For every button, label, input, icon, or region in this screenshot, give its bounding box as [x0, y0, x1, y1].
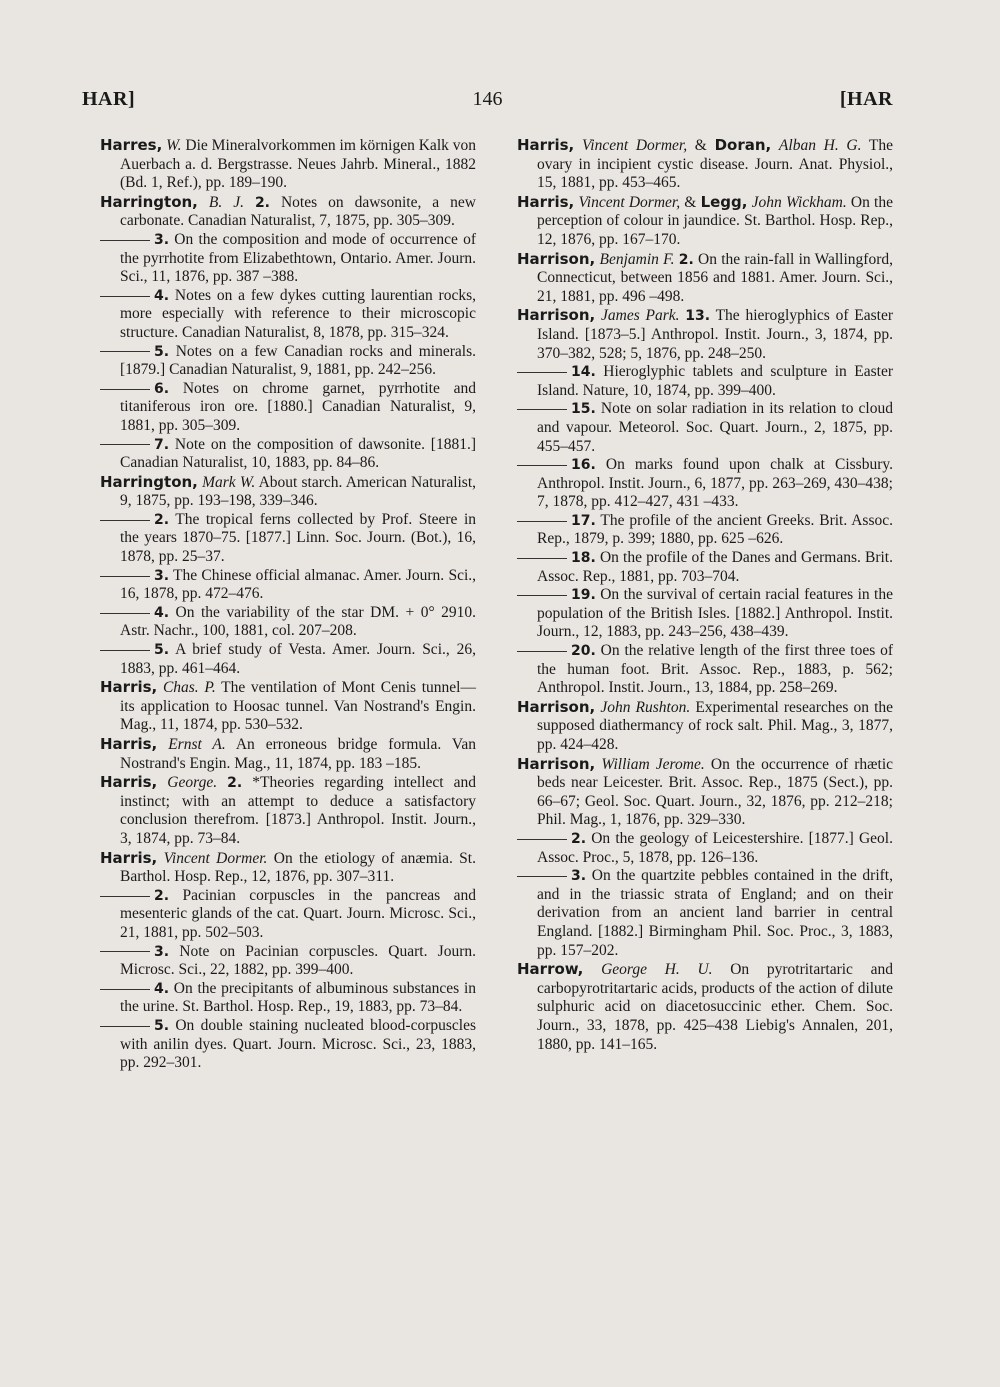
entry-text: Notes on a few Canadian rocks and minerals. [1879.] Canadian Naturalist, 9, 1881, pp. 242–256.: [120, 342, 476, 379]
author-given-name: John Rushton.: [600, 698, 691, 716]
bibliography-entry: [517, 586, 893, 642]
entry-text: The tropical ferns collected by Prof. Steere in the years 1870–75. [1877.] Linn. Soc. Journ. (Bot.), 16, 1878, pp. 25–37.: [120, 510, 476, 566]
entry-text: On marks found upon chalk at Cissbury. Anthropol. Instit. Journ., 6, 1877, pp. 263–269, 430–438; 7, 1878, pp. 412–427, 431 –433.: [537, 456, 893, 511]
ditto-dash: [100, 576, 150, 577]
bibliography-entry: [517, 512, 893, 549]
entry-number: 5.: [154, 1017, 170, 1034]
ditto-dash: [517, 558, 567, 559]
entry-number: 3.: [154, 943, 170, 960]
bibliography-entry: [100, 567, 476, 604]
author-given-name: James Park.: [601, 307, 680, 325]
ditto-dash: [100, 351, 150, 352]
author-surname: Harrington,: [100, 472, 198, 491]
header-left: HAR]: [82, 88, 136, 110]
left-column: [100, 136, 476, 1073]
entry-text: On pyrotritartaric and carbopyrotritartaric acids, products of the action of dilute sulphuric acid on diacetosuccinic ether. Chem. Soc. Journ., 33, 1878, pp. 425–438 Liebig's Annalen, 201, 1880, pp. 141–165.: [537, 961, 894, 1053]
entry-number: 3.: [571, 868, 587, 885]
entry-text: On the occurrence of rhætic beds near Leicester. Brit. Assoc. Rep., 1875 (Sect.), pp. 66–67; Geol. Soc. Quart. Journ., 32, 1876, pp. 212–218; Phil. Mag., 1, 1876, pp. 329–330.: [537, 755, 894, 829]
bibliography-entry: [100, 231, 476, 287]
author-surname: Harris,: [100, 678, 158, 697]
page-number: 146: [472, 88, 503, 110]
entry-text: On the survival of certain racial features in the population of the British Isles. [1882.] Anthropol. Instit. Journ., 12, 1883, pp. 243–256, 438–439.: [537, 586, 893, 641]
entry-number: 2.: [154, 511, 170, 528]
bibliography-entry: [517, 400, 893, 456]
coauthor-surname: Doran,: [714, 136, 772, 154]
entry-text: The ventilation of Mont Cenis tunnel—its application to Hoosac tunnel. Van Nostrand's Engin. Mag., 11, 1874, pp. 530–532.: [120, 679, 476, 734]
entry-number: 2.: [678, 251, 694, 268]
bibliography-entry: [100, 604, 476, 641]
entry-text: *Theories regarding intellect and instinct; with an attempt to deduce a satisfactory conclusion therefrom. [1873.] Anthropol. Instit. Journ., 3, 1874, pp. 73–84.: [120, 774, 477, 847]
entry-text: A brief study of Vesta. Amer. Journ. Sci., 26, 1883, pp. 461–464.: [120, 641, 476, 677]
ditto-dash: [100, 1026, 150, 1027]
entry-text: The Chinese official almanac. Amer. Journ. Sci., 16, 1878, pp. 472–476.: [120, 566, 476, 603]
author-given-name: Mark W.: [202, 473, 256, 491]
entry-number: 4.: [154, 604, 170, 621]
entry-text: On the variability of the star DM. + 0° 2910. Astr. Nachr., 100, 1881, col. 207–208.: [120, 603, 476, 640]
entry-number: 5.: [154, 642, 170, 659]
entry-number: 18.: [571, 550, 596, 567]
author-surname: Harrison,: [517, 249, 596, 268]
bibliography-entry: [100, 1017, 476, 1073]
ditto-dash: [100, 613, 150, 614]
bibliography-entry: [517, 363, 893, 400]
bibliography-entry: [100, 887, 476, 943]
entry-text: On the geology of Leicestershire. [1877.] Geol. Assoc. Proc., 5, 1878, pp. 126–136.: [537, 829, 893, 866]
ditto-dash: [100, 389, 150, 390]
entry-text: Note on solar radiation in its relation to cloud and vapour. Meteorol. Soc. Quart. Journ., 2, 1875, pp. 455–457.: [537, 400, 893, 455]
bibliography-entry: [517, 867, 893, 960]
entry-number: 4.: [154, 980, 170, 997]
ditto-dash: [517, 372, 567, 373]
ditto-dash: [517, 876, 567, 877]
entry-text: Die Mineralvorkommen im körnigen Kalk von Auerbach a. d. Bergstrasse. Neues Jahrb. Mineral., 1882 (Bd. 1, Ref.), pp. 189–190.: [120, 137, 476, 192]
entry-text: On the profile of the Danes and Germans. Brit. Assoc. Rep., 1881, pp. 703–704.: [537, 549, 893, 585]
ditto-dash: [517, 595, 567, 596]
author-given-name: George H. U.: [601, 961, 713, 979]
author-surname: Harrison,: [517, 754, 596, 773]
bibliography-entry: [517, 456, 893, 512]
entry-text: On the quartzite pebbles contained in the drift, and in the triassic strata of England; and on their derivation from an ancient land barrier in central England. [1882.] Birmingham Phil. Soc. Proc., 3, 1883, pp. 157–202.: [537, 867, 893, 959]
bibliography-entry: [100, 136, 476, 193]
bibliography-entry: [100, 436, 476, 473]
right-column: [517, 136, 893, 1054]
bibliography-entry: [100, 678, 476, 735]
bibliography-entry: [517, 549, 893, 586]
ditto-dash: [100, 650, 150, 651]
bibliography-entry: [100, 849, 476, 887]
entry-text: On the etiology of anæmia. St. Barthol. Hosp. Rep., 12, 1876, pp. 307–311.: [120, 849, 476, 886]
author-surname: Harris,: [100, 848, 158, 867]
coauthor-surname: Legg,: [700, 192, 748, 211]
entry-text: Note on Pacinian corpuscles. Quart. Journ. Microsc. Sci., 22, 1882, pp. 399–400.: [120, 942, 476, 979]
bibliography-entry: [100, 380, 476, 436]
entry-text: On double staining nucleated blood-corpuscles with anilin dyes. Quart. Journ. Microsc. Sci., 23, 1883, pp. 292–301.: [120, 1016, 476, 1072]
author-given-name: Vincent Dormer,: [581, 137, 688, 154]
bibliography-entry: [100, 980, 476, 1017]
entry-text: Experimental researches on the supposed diathermancy of rock salt. Phil. Mag., 3, 1877, pp. 424–428.: [537, 698, 894, 753]
bibliography-entry: [517, 193, 893, 250]
entry-number: 2.: [227, 775, 243, 792]
author-surname: Harris,: [100, 773, 158, 792]
ditto-dash: [100, 240, 150, 241]
author-given-name: B. J.: [208, 193, 244, 211]
author-given-name: Vincent Dormer,: [578, 193, 681, 211]
header-right: [HAR: [839, 88, 893, 110]
entry-number: 13.: [685, 308, 711, 325]
bibliography-entry: [517, 306, 893, 363]
ditto-dash: [100, 951, 150, 952]
entry-number: 2.: [154, 887, 170, 904]
author-surname: Harris,: [517, 136, 575, 154]
entry-number: 17.: [571, 512, 596, 529]
bibliography-entry: [100, 343, 476, 380]
entry-text: The profile of the ancient Greeks. Brit. Assoc. Rep., 1879, p. 399; 1880, pp. 625 –626.: [537, 511, 893, 548]
author-given-name: W.: [166, 137, 182, 154]
entry-number: 2.: [571, 830, 587, 847]
author-given-name: William Jerome.: [601, 755, 705, 773]
author-given-name: Benjamin F.: [599, 250, 675, 268]
bibliography-entry: [100, 641, 476, 678]
ampersand: &: [694, 137, 707, 154]
author-surname: Harris,: [517, 192, 575, 211]
author-surname: Harris,: [100, 735, 158, 753]
ditto-dash: [100, 520, 150, 521]
entry-text: The ovary in incipient cystic disease. Journ. Anat. Physiol., 15, 1881, pp. 453–465.: [537, 137, 894, 192]
ditto-dash: [517, 409, 567, 410]
entry-text: On the composition and mode of occurrence of the pyrrhotite from Elizabethtown, Ontario. Amer. Journ. Sci., 11, 1876, pp. 387 –388.: [120, 230, 476, 286]
entry-text: On the precipitants of albuminous substances in the urine. St. Barthol. Hosp. Rep., 19, 1883, pp. 73–84.: [120, 979, 476, 1016]
author-surname: Harrison,: [517, 306, 596, 325]
entry-text: About starch. American Naturalist, 9, 1875, pp. 193–198, 339–346.: [120, 473, 477, 510]
ditto-dash: [100, 444, 150, 445]
entry-number: 7.: [154, 436, 170, 453]
bibliography-entry: [517, 755, 893, 830]
bibliography-entry: [517, 136, 893, 193]
entry-text: The hieroglyphics of Easter Island. [1873–5.] Anthropol. Instit. Journ., 3, 1874, pp. 370–382, 528; 5, 1876, pp. 248–250.: [537, 307, 893, 362]
coauthor-given-name: John Wickham.: [751, 193, 847, 211]
coauthor-given-name: Alban H. G.: [778, 137, 862, 154]
ampersand: &: [684, 193, 697, 211]
bibliography-entry: [517, 960, 893, 1054]
bibliography-entry: [517, 250, 893, 307]
bibliography-entry: [517, 830, 893, 867]
ditto-dash: [517, 651, 567, 652]
entry-number: 4.: [154, 287, 170, 304]
entry-number: 20.: [571, 643, 596, 660]
author-given-name: Ernst A.: [168, 736, 226, 753]
entry-number: 3.: [154, 567, 170, 584]
entry-number: 5.: [154, 343, 170, 360]
entry-text: On the rain-fall in Wallingford, Connecticut, between 1856 and 1881. Amer. Journ. Sci., 21, 1881, pp. 496 –498.: [537, 250, 893, 305]
ditto-dash: [100, 896, 150, 897]
entry-text: On the relative length of the first three toes of the human foot. Brit. Assoc. Rep., 1883, p. 562; Anthropol. Instit. Journ., 13, 1884, pp. 258–269.: [537, 642, 893, 697]
entry-number: 15.: [571, 401, 596, 418]
entry-text: Pacinian corpuscles in the pancreas and mesenteric glands of the cat. Quart. Journ. Microsc. Sci., 21, 1881, pp. 502–503.: [120, 886, 476, 941]
entry-text: An erroneous bridge formula. Van Nostrand's Engin. Mag., 11, 1874, pp. 183 –185.: [120, 736, 477, 772]
ditto-dash: [100, 989, 150, 990]
bibliography-entry: [100, 473, 476, 511]
author-surname: Harres,: [100, 136, 163, 154]
entry-number: 14.: [571, 364, 596, 381]
entry-text: On the perception of colour in jaundice. St. Barthol. Hosp. Rep., 12, 1876, pp. 167–170.: [537, 193, 893, 248]
entry-number: 19.: [571, 587, 596, 604]
author-surname: Harrison,: [517, 697, 596, 716]
bibliography-entry: [517, 642, 893, 698]
entry-text: Note on the composition of dawsonite. [1881.] Canadian Naturalist, 10, 1883, pp. 84–86.: [120, 435, 476, 472]
entry-text: Hieroglyphic tablets and sculpture in Easter Island. Nature, 10, 1874, pp. 399–400.: [537, 363, 893, 399]
bibliography-entry: [100, 287, 476, 343]
ditto-dash: [100, 296, 150, 297]
ditto-dash: [517, 465, 567, 466]
author-surname: Harrington,: [100, 192, 198, 211]
bibliography-entry: [100, 735, 476, 773]
bibliography-entry: [517, 698, 893, 755]
entry-number: 6.: [154, 380, 170, 397]
entry-text: Notes on chrome garnet, pyrrhotite and titaniferous iron ore. [1880.] Canadian Naturalist, 9, 1881, pp. 305–309.: [120, 379, 476, 434]
running-header: [82, 88, 893, 118]
author-given-name: Chas. P.: [162, 679, 216, 697]
entry-text: Notes on a few dykes cutting laurentian rocks, more especially with reference to their microscopic structure. Canadian Naturalist, 8, 1878, pp. 315–324.: [120, 286, 476, 341]
bibliography-entry: [100, 511, 476, 567]
author-surname: Harrow,: [517, 960, 584, 979]
ditto-dash: [517, 839, 567, 840]
entry-number: 3.: [154, 231, 170, 248]
bibliography-entry: [100, 193, 476, 231]
entry-number: 2.: [254, 194, 270, 211]
entry-number: 16.: [571, 457, 596, 474]
entry-text: Notes on dawsonite, a new carbonate. Canadian Naturalist, 7, 1875, pp. 305–309.: [120, 193, 476, 230]
ditto-dash: [517, 521, 567, 522]
author-given-name: Vincent Dormer.: [163, 849, 268, 867]
author-given-name: George.: [167, 774, 218, 792]
bibliography-entry: [100, 943, 476, 980]
bibliography-entry: [100, 773, 476, 848]
